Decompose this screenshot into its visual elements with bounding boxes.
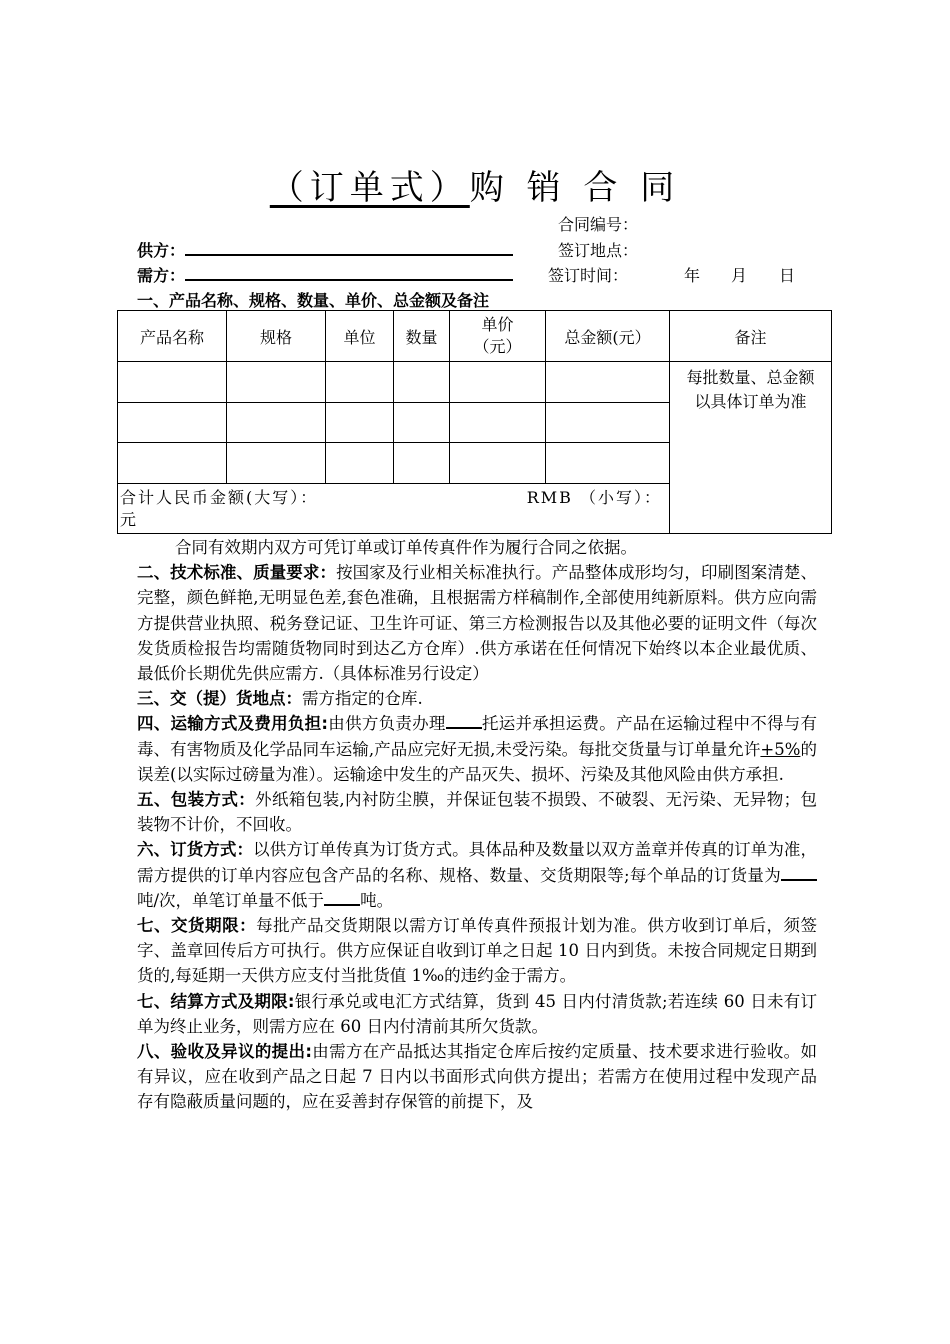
cell[interactable]	[227, 362, 326, 403]
contract-no-label: 合同编号：	[558, 215, 639, 234]
buyer-row	[137, 263, 513, 286]
table-row	[118, 362, 832, 403]
header-quantity: 数量	[394, 311, 450, 362]
section-8-text: 由需方在产品抵达其指定仓库后按约定质量、技术要求进行验收。如有异议，应在收到产品之日起 7 日内以书面形式向供方提出；若需方在使用过程中发现产品存有隐蔽质量问题的，应在妥善封存保管的前提下，及	[137, 1042, 817, 1112]
section-8	[137, 1039, 817, 1115]
year-label: 年	[684, 266, 701, 285]
sign-time-label: 签订时间：	[548, 266, 629, 285]
section-6-title: 六、订货方式：	[137, 840, 254, 860]
cell[interactable]	[118, 403, 227, 443]
section-5-text: 外纸箱包装,内衬防尘膜，并保证包装不损毁、不破裂、无污染、无异物；包装物不计价，不回收。	[137, 790, 818, 835]
cell[interactable]	[394, 362, 450, 403]
cell[interactable]	[394, 403, 450, 443]
supplier-row	[137, 238, 513, 261]
section-5	[137, 787, 817, 837]
cell[interactable]	[450, 362, 546, 403]
table-header-row	[118, 311, 832, 362]
remarks-note-line1: 每批数量、总金额	[686, 368, 815, 387]
header-unit-price-line1: 单价	[481, 315, 514, 334]
day-label: 日	[779, 266, 796, 285]
buyer-label: 需方：	[137, 266, 186, 285]
cell[interactable]	[450, 443, 546, 484]
cell[interactable]	[394, 443, 450, 484]
page-title	[0, 160, 950, 209]
section-3-title: 三、交（提）货地点：	[137, 689, 302, 709]
cell[interactable]	[450, 403, 546, 443]
section-4-text-c: 的误差(以实际过磅量为准）。运输途中发生的产品灭失、损坏、污染及其他风险由供方承担.	[137, 739, 817, 784]
header-unit-price-line2: （元）	[473, 337, 522, 356]
month-label: 月	[731, 266, 748, 285]
contract-body	[137, 535, 817, 1115]
section-7b-title: 七、结算方式及期限:	[137, 991, 295, 1011]
section-7-title: 七、交货期限：	[137, 916, 257, 936]
cell[interactable]	[118, 443, 227, 484]
section-2-text: 按国家及行业相关标准执行。产品整体成形均匀，印刷图案清楚、完整，颜色鲜艳,无明显色差,套色准确，且根据需方样稿制作,全部使用纯新原料。供方应向需方提供营业执照、税务登记证、卫生许可证、第三方检测报告以及其他必要的证明文件（每次发货质检报告均需随货物同时到达乙方仓库）.供方承诺在任何情况下始终以本企业最优质、最低价长期优先供应需方.（具体标准另行设定）	[137, 563, 818, 684]
sign-place-label: 签订地点：	[558, 241, 639, 260]
total-small-label: RMB （小写）：	[526, 488, 662, 507]
section-4-text-a: 由供方负责办理	[328, 714, 446, 734]
header-unit: 单位	[326, 311, 394, 362]
cell[interactable]	[546, 403, 670, 443]
section-5-title: 五、包装方式：	[137, 790, 256, 810]
min-order-blank[interactable]	[324, 891, 360, 906]
section-7b-text: 银行承兑或电汇方式结算，货到 45 日内付清货款;若连续 60 日未有订单为终止业务，则需方应在 60 日内付清前其所欠货款。	[137, 991, 817, 1036]
supplier-field[interactable]	[185, 240, 513, 256]
section-7	[137, 913, 817, 989]
section-4	[137, 711, 817, 787]
header-unit-price	[450, 311, 546, 362]
cell[interactable]	[326, 362, 394, 403]
remarks-note-line2: 以具体订单为准	[694, 392, 807, 411]
section-7-text: 每批产品交货期限以需方订单传真件预报计划为准。供方收到订单后，须签字、盖章回传后方可执行。供方应保证自收到订单之日起 10 日内到货。未按合同规定日期到货的,每延期一天供方应支付当批货值 1‰的违约金于需方。	[137, 916, 818, 986]
remarks-note	[670, 362, 832, 534]
cell[interactable]	[546, 443, 670, 484]
carrier-blank[interactable]	[446, 714, 482, 729]
section-8-title: 八、验收及异议的提出:	[137, 1042, 312, 1062]
cell[interactable]	[227, 403, 326, 443]
section-6-text-c: 吨。	[360, 890, 394, 910]
header-spec: 规格	[227, 311, 326, 362]
supplier-label: 供方：	[137, 241, 186, 260]
section-6-text-a: 以供方订单传真为订货方式。具体品种及数量以双方盖章并传真的订单为准，需方提供的订单内容应包含产品的名称、规格、数量、交货期限等;每个单品的订货量为	[137, 840, 818, 885]
section-6	[137, 837, 817, 913]
cell[interactable]	[118, 362, 227, 403]
order-qty-blank[interactable]	[781, 866, 817, 881]
cell[interactable]	[546, 362, 670, 403]
header-remarks: 备注	[670, 311, 832, 362]
header-total-amount: 总金额(元）	[546, 311, 670, 362]
section-3	[137, 686, 817, 711]
cell[interactable]	[326, 443, 394, 484]
total-label: 合计人民币金额(大写）：	[120, 488, 319, 507]
section1-title: 一、产品名称、规格、数量、单价、总金额及备注	[137, 291, 490, 310]
validity-text: 合同有效期内双方可凭订单或订单传真件作为履行合同之依据。	[175, 538, 637, 557]
cell[interactable]	[227, 443, 326, 484]
section-2	[137, 560, 817, 686]
cell[interactable]	[326, 403, 394, 443]
buyer-field[interactable]	[185, 265, 513, 281]
title-underlined: （订单式）	[269, 168, 470, 208]
header-product-name: 产品名称	[118, 311, 227, 362]
section-7b	[137, 989, 817, 1039]
section-2-title: 二、技术标准、质量要求：	[137, 563, 337, 583]
section-3-text: 需方指定的仓库.	[302, 689, 423, 709]
section-4-title: 四、运输方式及费用负担:	[137, 714, 329, 734]
total-unit: 元	[120, 510, 139, 529]
total-amount-cell	[118, 484, 670, 534]
section-6-text-b: 吨/次，单笔订单量不低于	[137, 890, 325, 910]
section-4-text-b: 托运并承担运费。产品在运输过程中不得与有毒、有害物质及化学品同车运输,产品应完好无损,未受污染。每批交货量与订单量允许	[137, 714, 818, 759]
product-table	[117, 310, 832, 534]
section-4-tolerance: +5%	[760, 739, 801, 759]
title-rest: 购 销 合 同	[469, 168, 681, 208]
